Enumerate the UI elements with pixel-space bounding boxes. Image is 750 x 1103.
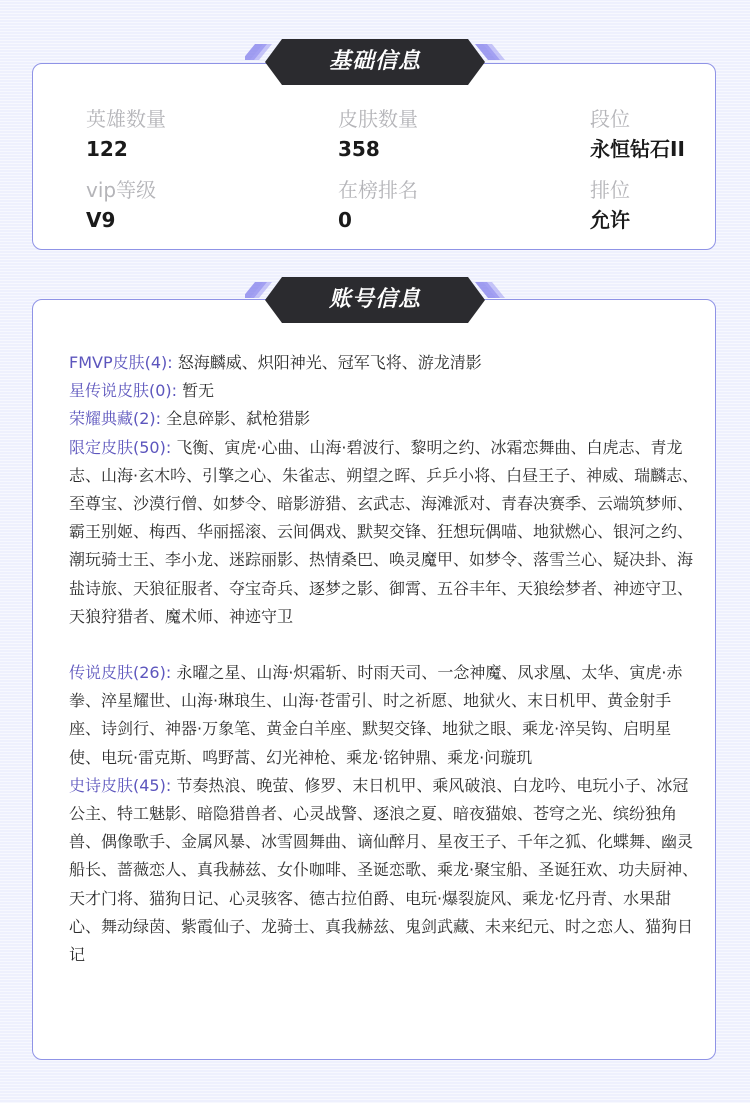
section-spacer [69, 631, 699, 659]
section-label: FMVP皮肤(4): [69, 353, 173, 372]
banner-title: 基础信息 [328, 49, 421, 74]
skin-section-star-legend [69, 377, 699, 405]
skin-section-limited [69, 434, 699, 631]
stat-ranked-permission [590, 178, 630, 233]
section-label: 限定皮肤(50): [69, 437, 172, 457]
stat-skin-count [338, 107, 418, 162]
section-items: 永曜之星、山海·炽霜斩、时雨天司、一念神魔、凤求凰、太华、寅虎·赤拳、淬星耀世、山海·琳琅生、山海·苍雷引、时之祈愿、地狱火、末日机甲、黄金射手座、诗剑行、神器·万象笔、黄金白羊座、默契交锋、地狱之眼、乘龙·淬吴钩、启明星使、电玩·雷克斯、鸣野蒿、幻光神枪、乘龙·铭钟鼎、乘龙·问璇玑 [69, 663, 683, 767]
section-label: 星传说皮肤(0): [69, 381, 178, 401]
stat-rank-tier [590, 107, 685, 162]
section-label: 传说皮肤(26): [69, 663, 172, 683]
stat-label: vip等级 [86, 178, 157, 202]
stat-hero-count [86, 107, 166, 162]
skin-section-fmvp [69, 349, 699, 377]
account-info-banner [245, 276, 505, 324]
section-items: 飞衡、寅虎·心曲、山海·碧波行、黎明之约、冰霜恋舞曲、白虎志、青龙志、山海·玄木吟、引擎之心、朱雀志、朔望之晖、乒乒小将、白昼王子、神威、瑞麟志、至尊宝、沙漠行僧、如梦令、暗影游猎、玄武志、海滩派对、青春决赛季、云端筑梦师、霸王别姬、梅西、华丽摇滚、云间偶戏、默契交锋、狂想玩偶喵、地狱燃心、银河之约、潮玩骑士王、李小龙、迷踪丽影、热情桑巴、唤灵魔甲、如梦令、落雪兰心、疑决卦、海盐诗旅、天狼征服者、夺宝奇兵、逐梦之影、御霄、五谷丰年、天狼绘梦者、神迹守卫、天狼狩猎者、魔术师、神迹守卫 [69, 437, 699, 626]
account-info-card [32, 299, 716, 1060]
stat-value: V9 [86, 208, 116, 232]
stat-vip-level [86, 178, 156, 233]
stat-value: 永恒钻石II [590, 137, 685, 161]
stat-label: 在榜排名 [338, 178, 418, 202]
stat-label: 英雄数量 [86, 107, 166, 131]
stat-value: 358 [338, 137, 380, 161]
stat-value: 允许 [590, 208, 630, 232]
section-items: 怒海麟威、炽阳神光、冠军飞将、游龙清影 [177, 353, 482, 372]
skin-sections [69, 349, 699, 969]
stat-label: 段位 [590, 107, 630, 131]
stat-value: 0 [338, 208, 352, 232]
basic-info-card [32, 63, 716, 250]
stat-leaderboard-rank [338, 178, 418, 233]
section-label: 史诗皮肤(45): [69, 775, 172, 795]
skin-section-epic [69, 772, 699, 969]
section-label: 荣耀典藏(2): [69, 409, 162, 429]
stat-value: 122 [86, 137, 128, 161]
skin-section-legend [69, 659, 699, 772]
skin-section-glory-collection [69, 405, 699, 433]
section-items: 节奏热浪、晚萤、修罗、末日机甲、乘风破浪、白龙吟、电玩小子、冰冠公主、特工魅影、暗隐猎兽者、心灵战警、逐浪之夏、暗夜猫娘、苍穹之光、缤纷独角兽、偶像歌手、金属风暴、冰雪圆舞曲、谪仙醉月、星夜王子、千年之狐、化蝶舞、幽灵船长、蔷薇恋人、真我赫兹、女仆咖啡、圣诞恋歌、乘龙·聚宝船、圣诞狂欢、功夫厨神、天才门将、猫狗日记、心灵骇客、德古拉伯爵、电玩·爆裂旋风、乘龙·忆丹青、水果甜心、舞动绿茵、紫霞仙子、龙骑士、真我赫兹、鬼剑武藏、未来纪元、时之恋人、猫狗日记 [69, 775, 699, 965]
banner-title: 账号信息 [328, 287, 421, 312]
basic-info-banner [245, 38, 505, 86]
section-items: 全息碎影、弑枪猎影 [166, 409, 311, 429]
stat-label: 排位 [590, 178, 630, 202]
stat-label: 皮肤数量 [338, 107, 418, 131]
section-items: 暂无 [182, 381, 215, 401]
